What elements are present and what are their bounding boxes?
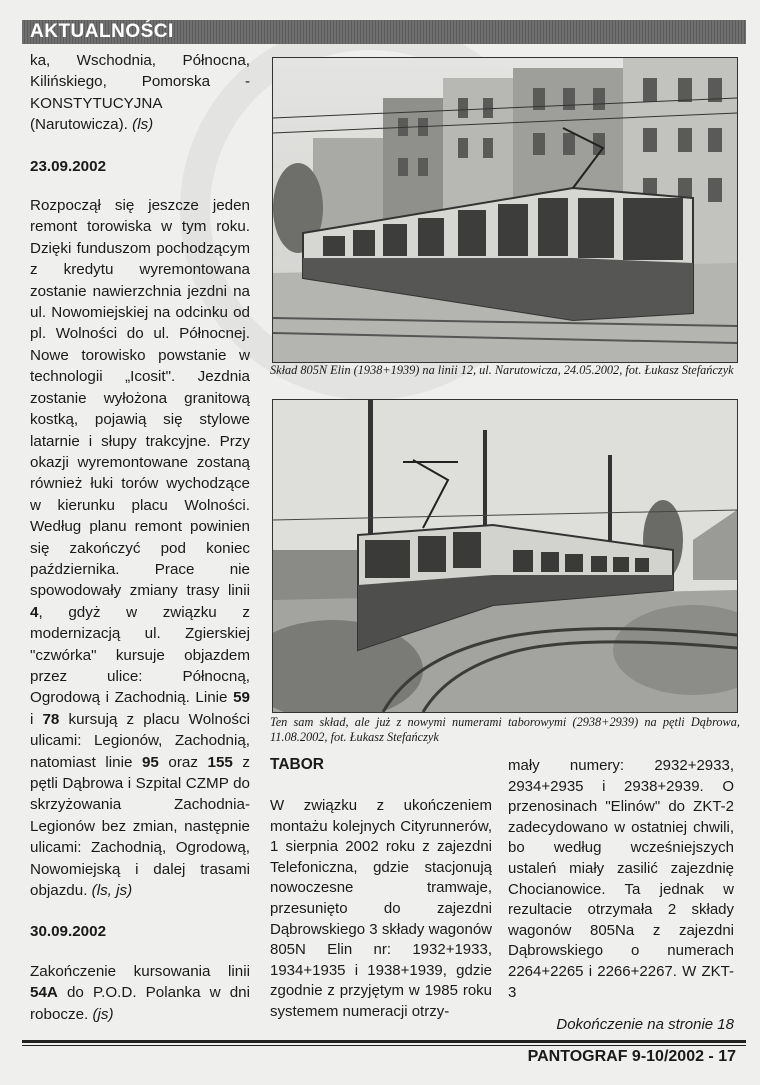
continued-note: Dokończenie na stronie 18 bbox=[556, 1016, 734, 1033]
tabor-paragraph-2: mały numery: 2932+2933, 2934+2935 i 2938+2939. O przenosinach "Elinów" do ZKT-2 zadecydowano w ostatniej chwili, bo według wcześniejszych ustaleń miały zasilić zajezdnię Chocianowice. Ta jednak w rezultacie otrzymała 2 składy wagonów 805Na z zajezdni Dąbrowskiego o numerach 2264+2265 i 2266+2267. W ZKT-3 bbox=[508, 757, 734, 1001]
tram-loop-photo bbox=[272, 399, 738, 713]
tabor-heading: TABOR bbox=[270, 756, 324, 773]
left-column bbox=[30, 50, 250, 1025]
repair-paragraph: Rozpoczął się jeszcze jeden remont torowiska w tym roku. Dzięki funduszom pochodzącym z kredytu wyremontowana zostanie nawierzchnia jezdni na ul. Nowomiejskiej na odcinku od pl. Wolności do ul. Północnej. Nowe torowisko powstanie w technologii „Icosit". Jezdnia zostanie wyłożona granitową kostką, pojawią się stylowe latarnie i słupy trakcyjne. Przy okazji wyremontowane zostaną również łuki torów wychodzące w kierunku placu Wolności. Według planu remont powinien się zakończyć pod koniec października. Prace nie spowodowały zmiany trasy linii 4, gdyż w związku z modernizacją ul. Zgierskiej "czwórka" kursuje objazdem przez ulice: Północną, Ogrodową i Zachodnią. Linie 59 i 78 kursują z placu Wolności ulicami: Legionów, Zachodnią, natomiast linie 95 oraz 155 z pętli Dąbrowa i Szpital CZMP do skrzyżowania Zachodnia-Legionów bez zmian, następnie ulicami: Zachodnią, Ogrodową, Nowomiejską i dalej trasami objazdu. (ls, js) bbox=[30, 197, 250, 900]
tabor-column-1 bbox=[270, 796, 492, 1023]
section-header bbox=[22, 20, 746, 44]
photo2-caption: Ten sam skład, ale już z nowymi numerami taborowymi (2938+2939) na pętli Dąbrowa, 11.08.2002, fot. Łukasz Stefańczyk bbox=[270, 715, 740, 744]
tabor-paragraph-1: W związku z ukończeniem montażu kolejnych Cityrunnerów, 1 sierpnia 2002 roku z zajezdni Telefoniczna, gdzie stacjonują nowoczesne tramwaje, przesunięto do zajezdni Dąbrowskiego 3 składy wagonów 805N Elin nr: 1932+1933, 1934+1935 i 1938+1939, gdzie zgodnie z przyjętym w 1985 roku systemem numeracji otrzy- bbox=[270, 797, 492, 1020]
intro-paragraph: ka, Wschodnia, Północna, Kilińskiego, Pomorska - KONSTYTUCYJNA (Narutowicza). (ls) bbox=[30, 52, 250, 134]
section-title: AKTUALNOŚCI bbox=[30, 21, 174, 42]
line-54a-paragraph: Zakończenie kursowania linii 54A do P.O.D. Polanka w dni robocze. (js) bbox=[30, 962, 250, 1023]
footer-rule-thick bbox=[22, 1040, 746, 1043]
date-heading-1: 23.09.2002 bbox=[30, 157, 107, 175]
page-footer: PANTOGRAF 9-10/2002 - 17 bbox=[527, 1048, 736, 1065]
date-heading-2: 30.09.2002 bbox=[30, 923, 107, 941]
tabor-column-2 bbox=[508, 756, 734, 1003]
tram-street-photo bbox=[272, 57, 738, 363]
footer-rule-thin bbox=[22, 1045, 746, 1046]
photo1-caption: Skład 805N Elin (1938+1939) na linii 12, ul. Narutowicza, 24.05.2002, fot. Łukasz Stefańczyk bbox=[270, 363, 734, 377]
